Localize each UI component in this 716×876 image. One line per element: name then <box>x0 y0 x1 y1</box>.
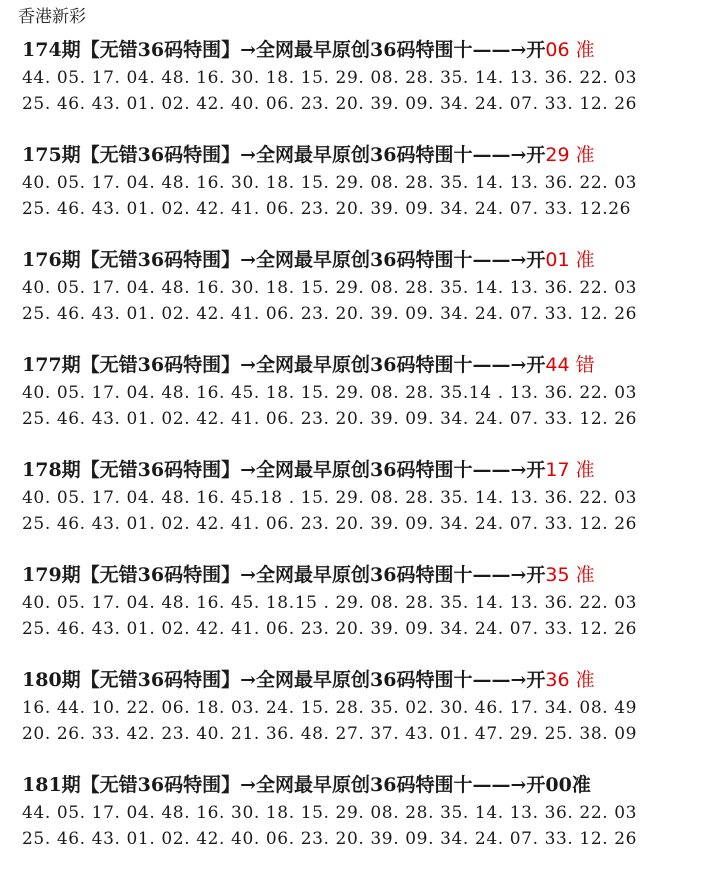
number-row-1: 40. 05. 17. 04. 48. 16. 30. 18. 15. 29. 08. 28. 35. 14. 13. 36. 22. 03 <box>22 173 638 193</box>
prediction-headline <box>22 666 712 695</box>
number-row-1: 40. 05. 17. 04. 48. 16. 45.18 . 15. 29. 08. 28. 35. 14. 13. 36. 22. 03 <box>22 488 638 508</box>
result-label: 44 错 <box>545 354 595 376</box>
number-row-1: 40. 05. 17. 04. 48. 16. 45. 18.15 . 29. 08. 28. 35. 14. 13. 36. 22. 03 <box>22 593 638 613</box>
number-row-1: 40. 05. 17. 04. 48. 16. 30. 18. 15. 29. 08. 28. 35. 14. 13. 36. 22. 03 <box>22 278 638 298</box>
number-row-2: 25. 46. 43. 01. 02. 42. 40. 06. 23. 20. 39. 09. 34. 24. 07. 33. 12. 26 <box>22 94 638 114</box>
prediction-headline <box>22 771 712 800</box>
number-row-2: 25. 46. 43. 01. 02. 42. 40. 06. 23. 20. 39. 09. 34. 24. 07. 33. 12. 26 <box>22 829 638 849</box>
result-label: 35 准 <box>545 564 595 586</box>
number-row-1: 40. 05. 17. 04. 48. 16. 45. 18. 15. 29. 08. 28. 35.14 . 13. 36. 22. 03 <box>22 383 638 403</box>
number-row-2: 20. 26. 33. 42. 23. 40. 21. 36. 48. 27. 37. 43. 01. 47. 29. 25. 38. 09 <box>22 724 638 744</box>
prediction-headline <box>22 141 712 170</box>
prediction-list <box>22 36 712 876</box>
headline-text: 178期【无错36码特围】→全网最早原创36码特围十——→开 <box>22 459 546 481</box>
prediction-block-180 <box>22 666 712 771</box>
prediction-block-177 <box>22 351 712 456</box>
result-label: 06 准 <box>545 39 595 61</box>
headline-text: 174期【无错36码特围】→全网最早原创36码特围十——→开 <box>22 39 546 61</box>
result-label: 00准 <box>545 774 591 796</box>
prediction-block-175 <box>22 141 712 246</box>
prediction-block-178 <box>22 456 712 561</box>
number-row-2: 25. 46. 43. 01. 02. 42. 41. 06. 23. 20. 39. 09. 34. 24. 07. 33. 12. 26 <box>22 409 638 429</box>
headline-text: 177期【无错36码特围】→全网最早原创36码特围十——→开 <box>22 354 546 376</box>
headline-text: 181期【无错36码特围】→全网最早原创36码特围十——→开 <box>22 774 546 796</box>
prediction-block-176 <box>22 246 712 351</box>
prediction-headline <box>22 36 712 65</box>
headline-text: 179期【无错36码特围】→全网最早原创36码特围十——→开 <box>22 564 546 586</box>
result-label: 01 准 <box>545 249 595 271</box>
headline-text: 176期【无错36码特围】→全网最早原创36码特围十——→开 <box>22 249 546 271</box>
number-row-1: 16. 44. 10. 22. 06. 18. 03. 24. 15. 28. 35. 02. 30. 46. 17. 34. 08. 49 <box>22 698 638 718</box>
headline-text: 175期【无错36码特围】→全网最早原创36码特围十——→开 <box>22 144 546 166</box>
headline-text: 180期【无错36码特围】→全网最早原创36码特围十——→开 <box>22 669 546 691</box>
number-row-1: 44. 05. 17. 04. 48. 16. 30. 18. 15. 29. 08. 28. 35. 14. 13. 36. 22. 03 <box>22 803 638 823</box>
prediction-block-181 <box>22 771 712 876</box>
prediction-headline <box>22 456 712 485</box>
prediction-headline <box>22 561 712 590</box>
prediction-headline <box>22 246 712 275</box>
number-row-2: 25. 46. 43. 01. 02. 42. 41. 06. 23. 20. 39. 09. 34. 24. 07. 33. 12. 26 <box>22 304 638 324</box>
result-label: 36 准 <box>545 669 595 691</box>
result-label: 29 准 <box>545 144 595 166</box>
prediction-block-174 <box>22 36 712 141</box>
site-title: 香港新彩 <box>18 7 86 27</box>
result-label: 17 准 <box>545 459 595 481</box>
number-row-2: 25. 46. 43. 01. 02. 42. 41. 06. 23. 20. 39. 09. 34. 24. 07. 33. 12. 26 <box>22 514 638 534</box>
prediction-headline <box>22 351 712 380</box>
number-row-2: 25. 46. 43. 01. 02. 42. 41. 06. 23. 20. 39. 09. 34. 24. 07. 33. 12.26 <box>22 199 632 219</box>
prediction-block-179 <box>22 561 712 666</box>
number-row-2: 25. 46. 43. 01. 02. 42. 41. 06. 23. 20. 39. 09. 34. 24. 07. 33. 12. 26 <box>22 619 638 639</box>
number-row-1: 44. 05. 17. 04. 48. 16. 30. 18. 15. 29. 08. 28. 35. 14. 13. 36. 22. 03 <box>22 68 638 88</box>
